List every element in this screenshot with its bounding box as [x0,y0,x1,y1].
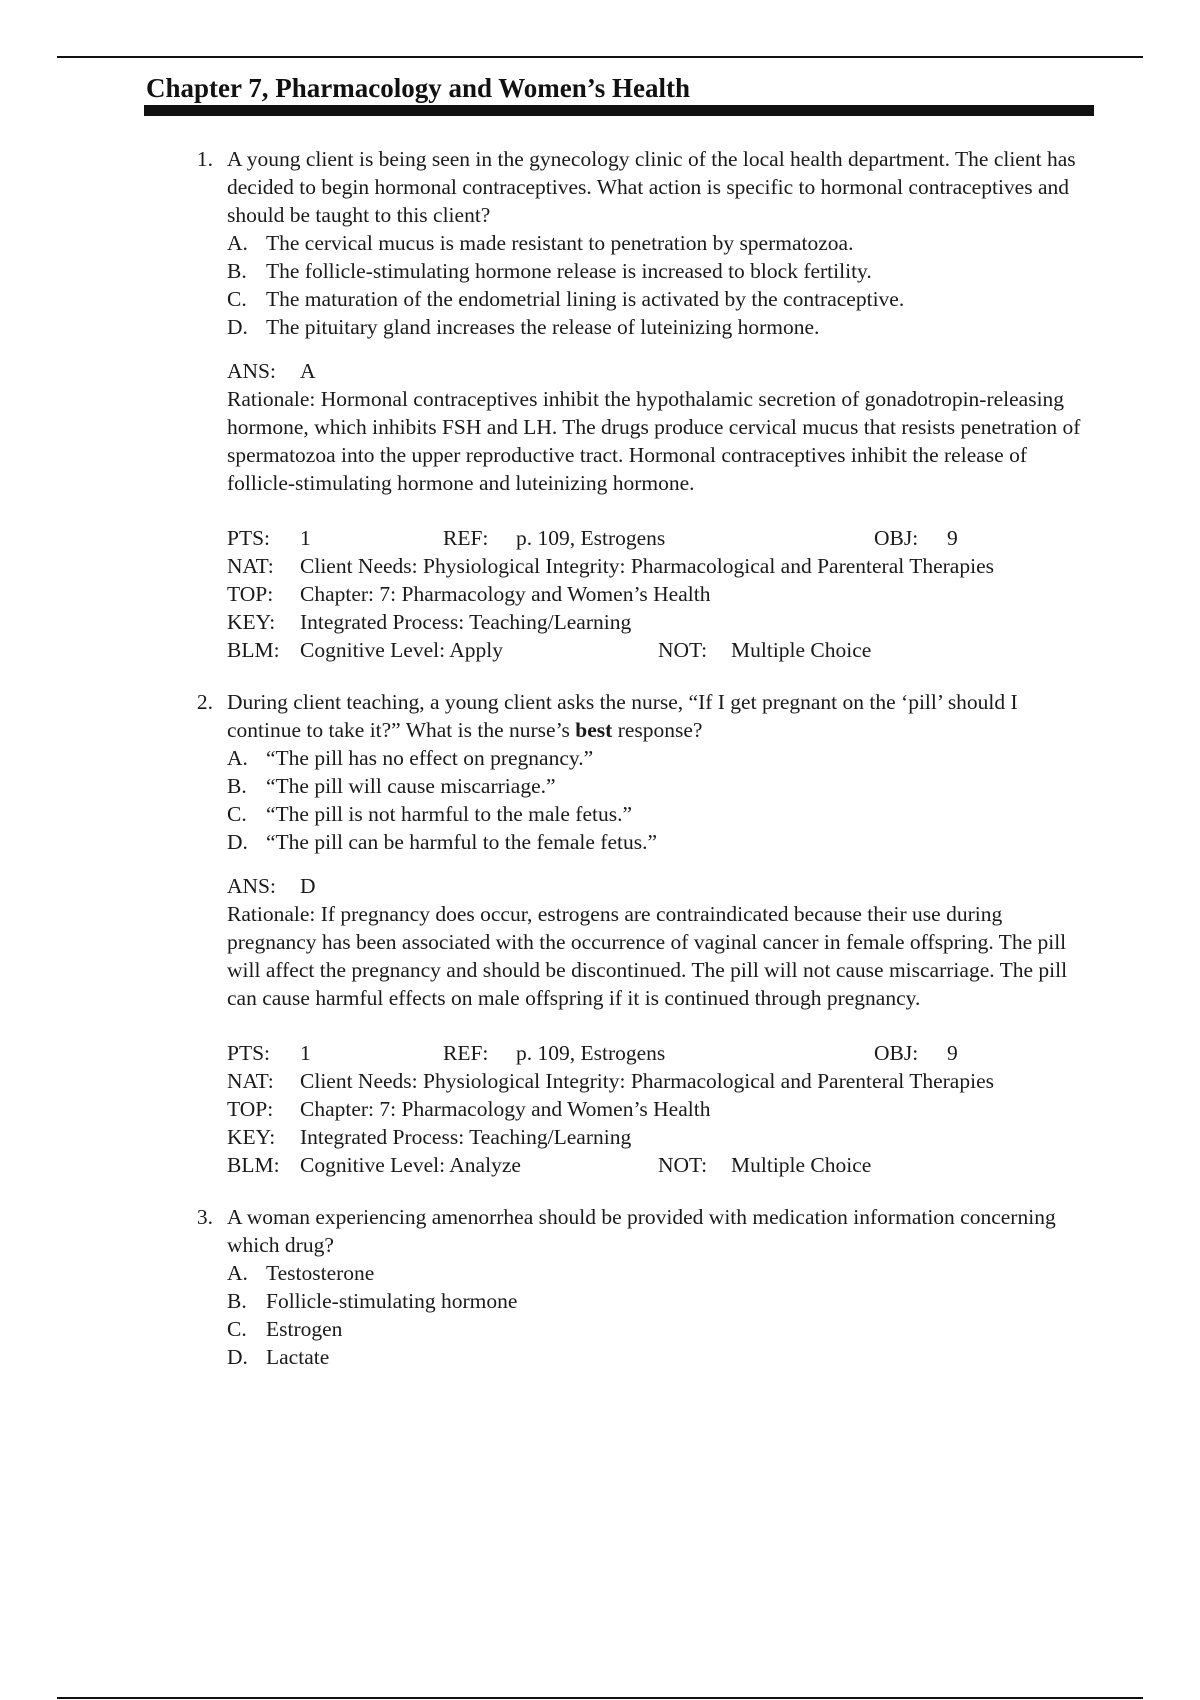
ref-label: REF: [443,1041,489,1065]
question-spacer [146,664,1096,688]
blm-value: Cognitive Level: Analyze [300,1153,521,1177]
top-label: TOP: [227,582,274,606]
meta-row-key [227,1123,1089,1151]
blm-label: BLM: [227,638,280,662]
nat-label: NAT: [227,1069,274,1093]
option-letter: B. [227,259,247,283]
obj-value: 9 [947,526,958,550]
option-d [227,1343,1089,1371]
not-label: NOT: [658,638,708,662]
answer-options [227,1259,1089,1371]
meta-row-nat [227,1067,1089,1095]
option-text: Follicle-stimulating hormone [266,1289,518,1313]
blm-value: Cognitive Level: Apply [300,638,504,662]
obj-value: 9 [947,1041,958,1065]
nat-value: Client Needs: Physiological Integrity: Pharmacological and Parenteral Therapies [300,554,994,578]
option-a [227,1259,1089,1287]
pts-value: 1 [300,526,311,550]
meta-row-blm [227,1151,1089,1179]
option-letter: D. [227,830,248,854]
not-value: Multiple Choice [731,638,872,662]
meta-row-top [227,1095,1089,1123]
ref-label: REF: [443,526,489,550]
option-b [227,1287,1089,1315]
question-body [227,688,1089,1179]
nat-value: Client Needs: Physiological Integrity: Pharmacological and Parenteral Therapies [300,1069,994,1093]
rationale: Rationale: Hormonal contraceptives inhibit the hypothalamic secretion of gonadotropin-releasing hormone, which inhibits FSH and LH. The drugs produce cervical mucus that resists penetration of spermatozoa into the upper reproductive tract. Hormonal contraceptives inhibit the release of follicle-stimulating hormone and luteinizing hormone. [227,387,1081,495]
option-letter: C. [227,1317,247,1341]
question-number: 1. [196,147,213,171]
option-a [227,229,1089,257]
top-value: Chapter: 7: Pharmacology and Women’s Health [300,582,711,606]
option-text: “The pill has no effect on pregnancy.” [266,746,594,770]
bottom-rule [57,1697,1143,1699]
option-text: The pituitary gland increases the release of luteinizing hormone. [266,315,820,339]
question-2 [146,688,1096,1179]
option-b [227,772,1089,800]
key-value: Integrated Process: Teaching/Learning [300,610,632,634]
stem-text-end: response? [612,718,703,742]
title-underline-bar [144,105,1094,116]
obj-label: OBJ: [874,1041,919,1065]
question-number: 2. [196,690,213,714]
answer-value: D [300,874,316,898]
option-b [227,257,1089,285]
meta-row-top [227,580,1089,608]
meta-row-pts [227,1039,1089,1067]
question-stem: A woman experiencing amenorrhea should be provided with medication information concerning which drug? [227,1205,1056,1257]
blm-label: BLM: [227,1153,280,1177]
option-letter: A. [227,1261,248,1285]
meta-row-key [227,608,1089,636]
question-list [146,145,1096,1371]
answer-options [227,229,1089,341]
pts-label: PTS: [227,526,271,550]
answer-label: ANS: [227,359,276,383]
option-c [227,285,1089,313]
answer-line [227,872,1089,900]
top-label: TOP: [227,1097,274,1121]
not-label: NOT: [658,1153,708,1177]
question-stem [227,688,1089,744]
option-d [227,313,1089,341]
key-label: KEY: [227,610,276,634]
option-letter: D. [227,315,248,339]
question-body [227,145,1089,664]
question-stem: A young client is being seen in the gynecology clinic of the local health department. The client has decided to begin hormonal contraceptives. What action is specific to hormonal contraceptives and should be taught to this client? [227,147,1076,227]
ref-value: p. 109, Estrogens [516,1041,666,1065]
question-spacer [146,1179,1096,1203]
question-body [227,1203,1089,1371]
question-metadata [227,1039,1089,1179]
answer-label: ANS: [227,874,276,898]
key-value: Integrated Process: Teaching/Learning [300,1125,632,1149]
stem-text: During client teaching, a young client asks the nurse, “If I get pregnant on the ‘pill’ should I continue to take it?” What is the nurse’s [227,690,1018,742]
rationale: Rationale: If pregnancy does occur, estrogens are contraindicated because their use during pregnancy has been associated with the occurrence of vaginal cancer in female offspring. The pill will affect the pregnancy and should be discontinued. The pill will not cause miscarriage. The pill can cause harmful effects on male offspring if it is continued through pregnancy. [227,902,1068,1010]
question-1 [146,145,1096,664]
option-letter: A. [227,231,248,255]
answer-options [227,744,1089,856]
option-text: The maturation of the endometrial lining is activated by the contraceptive. [266,287,905,311]
answer-line [227,357,1089,385]
option-c [227,1315,1089,1343]
option-d [227,828,1089,856]
option-a [227,744,1089,772]
pts-value: 1 [300,1041,311,1065]
option-letter: A. [227,746,248,770]
key-label: KEY: [227,1125,276,1149]
nat-label: NAT: [227,554,274,578]
stem-emphasis: best [575,718,613,742]
option-c [227,800,1089,828]
option-letter: C. [227,802,247,826]
option-text: Estrogen [266,1317,343,1341]
answer-value: A [300,359,316,383]
option-letter: D. [227,1345,248,1369]
chapter-title: Chapter 7, Pharmacology and Women’s Health [146,73,691,103]
top-rule [57,56,1143,58]
option-text: “The pill will cause miscarriage.” [266,774,556,798]
obj-label: OBJ: [874,526,919,550]
option-text: The cervical mucus is made resistant to penetration by spermatozoa. [266,231,854,255]
question-number: 3. [196,1205,213,1229]
top-value: Chapter: 7: Pharmacology and Women’s Health [300,1097,711,1121]
meta-row-nat [227,552,1089,580]
option-text: Lactate [266,1345,330,1369]
question-3 [146,1203,1096,1371]
option-letter: B. [227,774,247,798]
not-value: Multiple Choice [731,1153,872,1177]
meta-row-pts [227,524,1089,552]
meta-row-blm [227,636,1089,664]
option-letter: B. [227,1289,247,1313]
option-text: The follicle-stimulating hormone release is increased to block fertility. [266,259,872,283]
pts-label: PTS: [227,1041,271,1065]
option-letter: C. [227,287,247,311]
option-text: “The pill is not harmful to the male fetus.” [266,802,632,826]
ref-value: p. 109, Estrogens [516,526,666,550]
option-text: “The pill can be harmful to the female fetus.” [266,830,658,854]
option-text: Testosterone [266,1261,375,1285]
question-metadata [227,524,1089,664]
